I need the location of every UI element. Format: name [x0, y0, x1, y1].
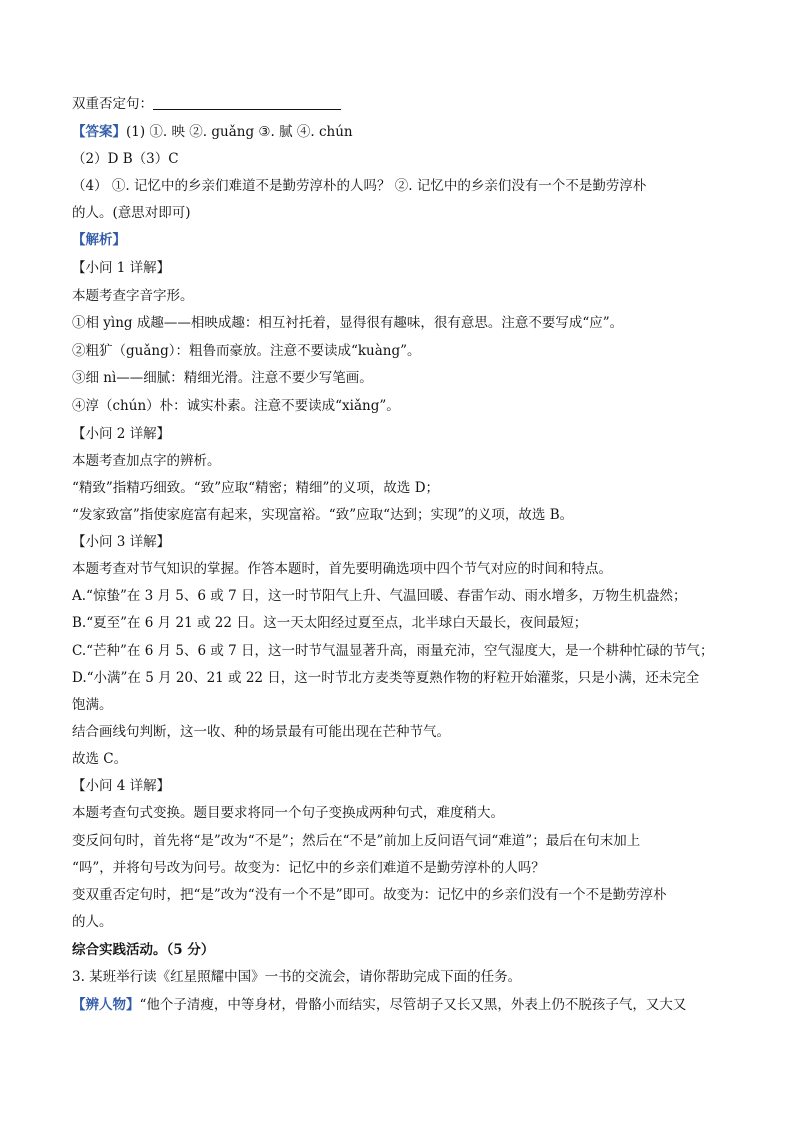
text-line: 的人。: [72, 914, 113, 930]
text-line: ③细 nì——细腻：精细光滑。注意不要少写笔画。: [72, 370, 373, 386]
subquestion-4-heading: 【小问 4 详解】: [72, 778, 171, 794]
answer-line-3: （4） ①. 记忆中的乡亲们难道不是勤劳淳朴的人吗？ ②. 记忆中的乡亲们没有一个不是勤劳淳朴: [72, 178, 647, 194]
text-line: 故选 C。: [72, 751, 128, 767]
identify-person-tag: 【辨人物】: [72, 997, 140, 1013]
text-line: “吗”，并将句号改为问号。故变为：记忆中的乡亲们难道不是勤劳淳朴的人吗？: [72, 860, 545, 876]
answer-line-1: 【答案】(1) ①. 映 ②. guǎng ③. 腻 ④. chún: [72, 124, 353, 140]
text-line: 本题考查字音字形。: [72, 288, 194, 304]
text-line: 结合画线句判断，这一收、种的场景最有可能出现在芒种节气。: [72, 724, 450, 740]
section-heading: 综合实践活动。（5 分）: [72, 942, 215, 958]
identify-person-line: 【辨人物】“他个子清瘦，中等身材，骨骼小而结实，尽管胡子又长又黑，外表上仍不脱孩子气，又大又: [72, 997, 687, 1013]
text-line: 变双重否定句时，把“是”改为“没有一个不是”即可。故变为：记忆中的乡亲们没有一个不是勤劳淳朴: [72, 887, 667, 903]
text-line: 本题考查句式变换。题目要求将同一个句子变换成两种句式，难度稍大。: [72, 805, 504, 821]
question-3: 3. 某班举行读《红星照耀中国》一书的交流会，请你帮助完成下面的任务。: [72, 969, 522, 985]
text-line: 本题考查对节气知识的掌握。作答本题时，首先要明确选项中四个节气对应的时间和特点。: [72, 561, 612, 577]
answer-line-4: 的人。(意思对即可): [72, 205, 191, 221]
double-negative-prompt: 双重否定句：: [72, 94, 732, 114]
subquestion-1-heading: 【小问 1 详解】: [72, 260, 171, 276]
answer-tag: 【答案】: [72, 124, 126, 140]
text-line: “发家致富”指使家庭富有起来，实现富裕。“致”应取“达到；实现”的义项，故选 B。: [72, 507, 574, 523]
text-line: B.“夏至”在 6 月 21 或 22 日。这一天太阳经过夏至点，北半球白天最长，夜间最短；: [72, 615, 588, 631]
text-line: “精致”指精巧细致。“致”应取“精密；精细”的义项，故选 D；: [72, 480, 440, 496]
text-line: 本题考查加点字的辨析。: [72, 453, 221, 469]
text-line: ②粗犷（guǎng）：粗鲁而豪放。注意不要读成“kuàng”。: [72, 343, 421, 359]
text-line: ①相 yìng 成趣——相映成趣：相互衬托着，显得很有趣味，很有意思。注意不要写成“应”。: [72, 315, 624, 331]
answer-blank-line: [153, 95, 341, 110]
text-line: 变反问句时，首先将“是”改为“不是”；然后在“不是”前加上反问语气词“难道”；最后在句末加上: [72, 833, 641, 849]
analysis-heading: 【解析】: [72, 232, 126, 248]
text-line: C.“芒种”在 6 月 5、6 或 7 日，这一时节气温显著升高，雨量充沛，空气湿度大，是一个耕种忙碌的节气；: [72, 643, 714, 659]
text-line: 饱满。: [72, 697, 113, 713]
subquestion-2-heading: 【小问 2 详解】: [72, 426, 171, 442]
text-line: A.“惊蛰”在 3 月 5、6 或 7 日，这一时节阳气上升、气温回暖、春雷乍动、雨水增多，万物生机盎然；: [72, 588, 687, 604]
subquestion-3-heading: 【小问 3 详解】: [72, 534, 171, 550]
text-line: ④淳（chún）朴：诚实朴素。注意不要读成“xiǎng”。: [72, 398, 400, 414]
text-line: D.“小满”在 5 月 20、21 或 22 日，这一时节北方麦类等夏熟作物的籽粒开始灌浆，只是小满，还未完全: [72, 670, 700, 686]
answer-line-2: （2）D B（3）C: [72, 151, 179, 167]
